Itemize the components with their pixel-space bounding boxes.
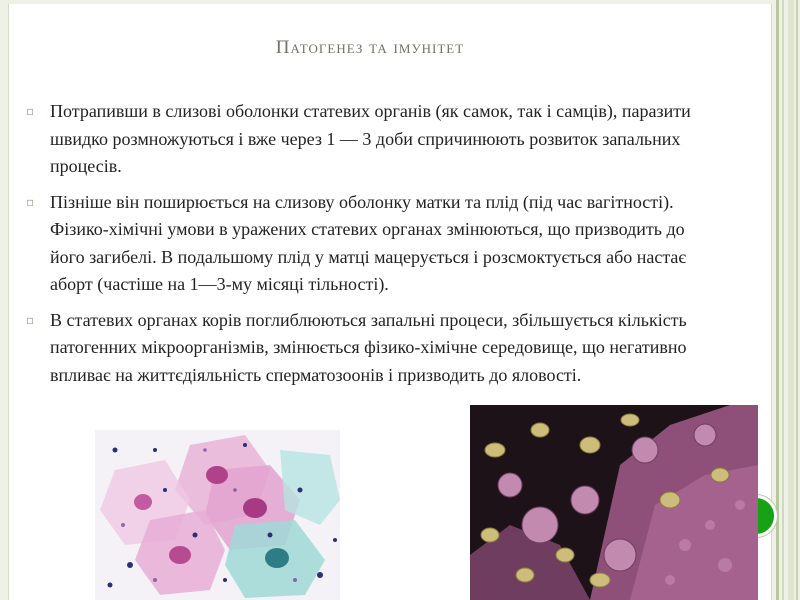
sem-cells-micrograph (470, 405, 758, 600)
frame-rail (776, 0, 779, 600)
bullet-text: В статевих органах корів поглиблюються запальні процеси, збільшується кількість патогенних мікроорганізмів, змінюється фізико-хімічне середовище, що негативно впливає на життєдіяльність сперматозоонів і призводить до яловості. (50, 309, 687, 385)
bullet-item (22, 98, 722, 181)
frame-rail (788, 0, 794, 600)
bullet-item (22, 307, 722, 390)
stained-cells-image (95, 430, 340, 600)
sem-cells-image (470, 405, 758, 600)
slide-title: Патогенез та імунітет (275, 37, 465, 58)
square-bullet-icon: ▫ (26, 312, 35, 327)
frame-rail (796, 0, 798, 600)
bullet-list (22, 98, 722, 397)
frame-rail (782, 0, 784, 600)
square-bullet-icon: ▫ (26, 194, 35, 209)
stained-cells-micrograph (95, 430, 340, 600)
bullet-text: Потрапивши в слизові оболонки статевих органів (як самок, так і самців), паразити швидко розмножуються і вже через 1 — 3 доби спричинюють розвиток запальних процесів. (50, 101, 691, 176)
bullet-text: Пізніше він поширюється на слизову оболонку матки та плід (під час вагітності). Фізико-хімічні умови в уражених статевих органах змінюються, що призводить до його загибелі. В подальшому плід у матці мацерується і розсмоктується або настає аборт (частіше на 1—3-му місяці тільності). (50, 191, 687, 294)
square-bullet-icon: ▫ (26, 104, 35, 118)
bullet-item (22, 189, 722, 299)
